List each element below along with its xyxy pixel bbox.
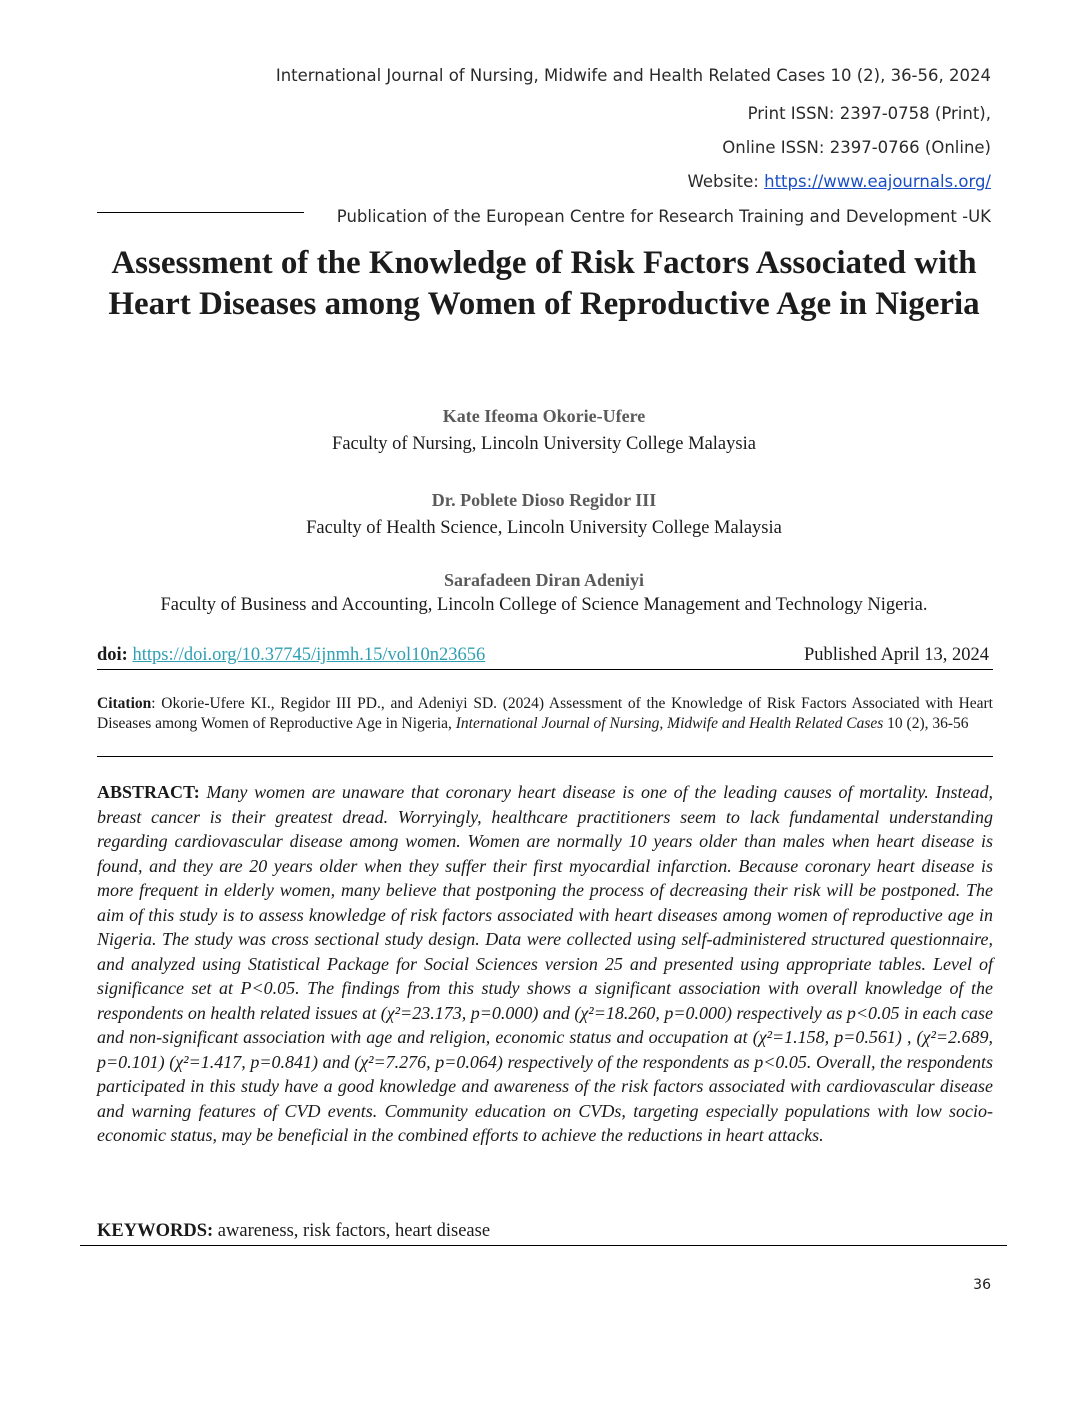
citation-text: : Okorie-Ufere KI., Regidor III PD., and Adeniyi SD. (2024) Assessment of the Knowledge of Risk Factors Associated with Heart Diseases among Women of Reproductive Age in Nigeria, xyxy=(97,695,993,732)
abstract-text: Many women are unaware that coronary heart disease is one of the leading causes of mortality. Instead, breast cancer is their greatest dread. Worryingly, healthcare practitioners seem to lack fundamental understanding regarding cardiovascular disease among women. Women are normally 10 years older than males when heart disease is found, and they are 20 years older when they suffer their first myocardial infarction. Because coronary heart disease is more frequent in elderly women, many believe that postponing the process of decreasing their risk will be postponed. The aim of this study is to assess knowledge of risk factors associated with heart diseases among women of reproductive age in Nigeria. The study was cross sectional study design. Data were collected using self-administered structured questionnaire, and analyzed using Statistical Package for Social Sciences version 25 and presented using appropriate tables. Level of significance set at P<0.05. The findings from this study shows a significant association with overall knowledge of the respondents on health related issues at (χ²=23.173, p=0.000) and (χ²=18.260, p=0.000) respectively as p<0.05 in each case and non-significant association with age and religion, economic status and occupation at (χ²=1.158, p=0.561) , (χ²=2.689, p=0.101) (χ²=1.417, p=0.841) and (χ²=7.276, p=0.064) respectively of the respondents as p<0.05. Overall, the respondents participated in this study have a good knowledge and awareness of the risk factors associated with cardiovascular disease and warning features of CVD events. Community education on CVDs, targeting especially populations with low socio-economic status, may be beneficial in the combined efforts to achieve the reductions in heart attacks. xyxy=(97,782,994,1145)
doi-label: doi: xyxy=(97,645,128,665)
website-line xyxy=(688,172,991,191)
doi-divider xyxy=(97,669,993,670)
journal-line: International Journal of Nursing, Midwife and Health Related Cases 10 (2), 36-56, 2024 xyxy=(275,66,991,85)
citation-journal: International Journal of Nursing, Midwife and Health Related Cases xyxy=(455,714,884,732)
citation-divider xyxy=(97,756,993,757)
author-affiliation: Faculty of Nursing, Lincoln University College Malaysia xyxy=(332,434,756,454)
abstract xyxy=(97,780,993,1148)
published-date: Published April 13, 2024 xyxy=(803,645,989,665)
author-name: Sarafadeen Diran Adeniyi xyxy=(443,570,644,590)
citation-label: Citation xyxy=(97,695,152,712)
author-name: Kate Ifeoma Okorie-Ufere xyxy=(442,406,646,426)
publisher-line: Publication of the European Centre for Research Training and Development -UK xyxy=(336,207,991,226)
author-affiliation: Faculty of Health Science, Lincoln University College Malaysia xyxy=(306,518,782,538)
keywords xyxy=(97,1221,490,1242)
keywords-text: awareness, risk factors, heart disease xyxy=(213,1221,491,1241)
abstract-label: ABSTRACT: xyxy=(97,782,200,802)
page-number: 36 xyxy=(973,1277,991,1293)
doi-row xyxy=(97,645,993,669)
author-name: Dr. Poblete Dioso Regidor III xyxy=(431,490,657,510)
citation xyxy=(97,694,993,733)
online-issn: Online ISSN: 2397-0766 (Online) xyxy=(722,138,991,157)
paper-title: Assessment of the Knowledge of Risk Factors Associated with Heart Diseases among Women of Reproductive Age in Nigeria xyxy=(108,245,980,322)
author-affiliation: Faculty of Business and Accounting, Lincoln College of Science Management and Technology Nigeria. xyxy=(160,595,928,615)
website-label: Website: xyxy=(687,172,759,191)
keywords-label: KEYWORDS: xyxy=(97,1221,214,1241)
citation-volume: 10 (2), 36-56 xyxy=(883,714,969,732)
keywords-divider xyxy=(80,1245,1007,1246)
header-divider xyxy=(97,212,304,213)
print-issn: Print ISSN: 2397-0758 (Print), xyxy=(747,104,991,123)
website-link[interactable]: https://www.eajournals.org/ xyxy=(764,172,991,191)
doi-link[interactable]: https://doi.org/10.37745/ijnmh.15/vol10n23656 xyxy=(132,645,486,665)
